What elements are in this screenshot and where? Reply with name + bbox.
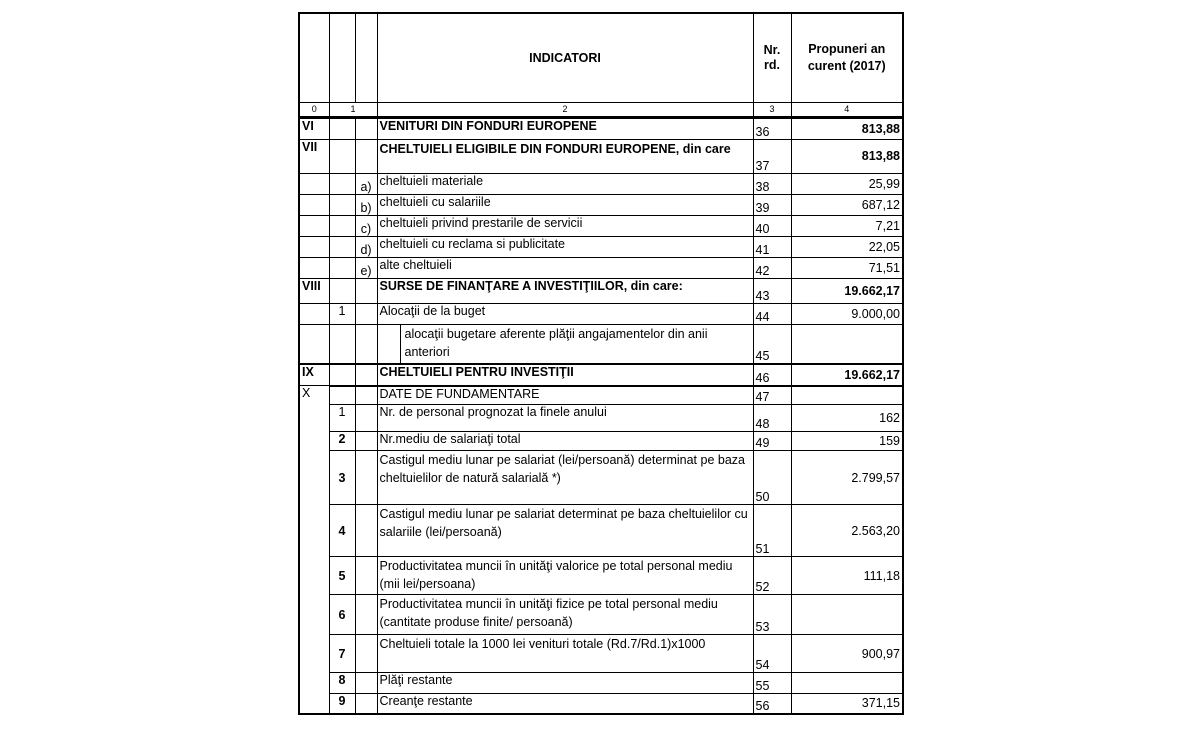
item-number-cell	[329, 173, 355, 194]
value-cell	[791, 386, 903, 405]
sub-letter-cell	[355, 324, 377, 364]
row-number-cell: 52	[753, 557, 791, 595]
roman-numeral-cell: VII	[299, 139, 329, 173]
sub-letter-cell	[355, 278, 377, 303]
roman-numeral-cell	[299, 673, 329, 694]
indicator-label: Productivitatea muncii în unităţi fizice pe total personal mediu (cantitate produse finite/ persoană)	[377, 595, 753, 635]
roman-numeral-cell	[299, 236, 329, 257]
row-number-cell: 41	[753, 236, 791, 257]
value-cell: 22,05	[791, 236, 903, 257]
indicator-label: cheltuieli privind prestarile de servicii	[377, 215, 753, 236]
row-number-cell: 48	[753, 405, 791, 432]
header-col2	[355, 13, 377, 102]
table-row	[299, 257, 903, 278]
value-cell: 71,51	[791, 257, 903, 278]
indicator-label: Nr.mediu de salariaţi total	[377, 432, 753, 451]
item-number-cell: 9	[329, 694, 355, 714]
item-number-cell: 7	[329, 635, 355, 673]
indicator-label: cheltuieli cu salariile	[377, 194, 753, 215]
roman-numeral-cell	[299, 257, 329, 278]
table-row	[299, 673, 903, 694]
item-number-cell	[329, 278, 355, 303]
value-cell: 19.662,17	[791, 278, 903, 303]
header-col1	[329, 13, 355, 102]
sub-letter-cell	[355, 303, 377, 324]
table-row	[299, 451, 903, 505]
roman-numeral-cell	[299, 635, 329, 673]
item-number-cell	[329, 117, 355, 139]
row-number-cell: 42	[753, 257, 791, 278]
table-row	[299, 324, 903, 364]
value-cell	[791, 595, 903, 635]
table-row	[299, 635, 903, 673]
roman-numeral-cell	[299, 694, 329, 714]
value-cell: 900,97	[791, 635, 903, 673]
table-row	[299, 117, 903, 139]
value-cell: 2.563,20	[791, 505, 903, 557]
sub-letter-cell: c)	[355, 215, 377, 236]
value-cell: 687,12	[791, 194, 903, 215]
roman-numeral-cell	[299, 557, 329, 595]
indicator-label-text: alocaţii bugetare aferente plăţii angajamentelor din anii anteriori	[404, 326, 708, 359]
value-cell: 19.662,17	[791, 364, 903, 386]
value-cell: 2.799,57	[791, 451, 903, 505]
row-number-cell: 38	[753, 173, 791, 194]
sub-letter-cell	[355, 694, 377, 714]
item-number-cell: 2	[329, 432, 355, 451]
sub-letter-cell	[355, 139, 377, 173]
sub-letter-cell: a)	[355, 173, 377, 194]
roman-numeral-cell	[299, 194, 329, 215]
sub-letter-cell	[355, 451, 377, 505]
row-number-cell: 44	[753, 303, 791, 324]
indicator-label	[377, 324, 753, 364]
sub-letter-cell: e)	[355, 257, 377, 278]
value-cell: 813,88	[791, 117, 903, 139]
row-number-cell: 53	[753, 595, 791, 635]
table-row	[299, 215, 903, 236]
table-row	[299, 364, 903, 386]
indicator-label: CHELTUIELI ELIGIBILE DIN FONDURI EUROPENE, din care	[377, 139, 753, 173]
indicator-label: CHELTUIELI PENTRU INVESTIŢII	[377, 364, 753, 386]
col-number-1: 1	[329, 102, 377, 117]
value-cell: 111,18	[791, 557, 903, 595]
row-number-cell: 46	[753, 364, 791, 386]
row-number-cell: 43	[753, 278, 791, 303]
table-row	[299, 694, 903, 714]
sub-letter-cell	[355, 673, 377, 694]
roman-numeral-cell	[299, 505, 329, 557]
value-cell	[791, 673, 903, 694]
value-cell: 813,88	[791, 139, 903, 173]
row-number-cell: 39	[753, 194, 791, 215]
sub-letter-cell	[355, 635, 377, 673]
roman-numeral-cell	[299, 451, 329, 505]
value-cell: 371,15	[791, 694, 903, 714]
table-row	[299, 386, 903, 405]
table-row	[299, 505, 903, 557]
col-number-3: 3	[753, 102, 791, 117]
indicator-label: SURSE DE FINANŢARE A INVESTIŢIILOR, din care:	[377, 278, 753, 303]
item-number-cell: 4	[329, 505, 355, 557]
item-number-cell: 8	[329, 673, 355, 694]
roman-numeral-cell	[299, 432, 329, 451]
item-number-cell	[329, 364, 355, 386]
indicator-label: Cheltuieli totale la 1000 lei venituri totale (Rd.7/Rd.1)x1000	[377, 635, 753, 673]
indicator-label: alte cheltuieli	[377, 257, 753, 278]
item-number-cell: 3	[329, 451, 355, 505]
table-row	[299, 173, 903, 194]
sub-letter-cell	[355, 405, 377, 432]
col-number-2: 2	[377, 102, 753, 117]
sub-letter-cell: b)	[355, 194, 377, 215]
table-row	[299, 405, 903, 432]
value-cell: 25,99	[791, 173, 903, 194]
roman-numeral-cell	[299, 303, 329, 324]
item-number-cell	[329, 215, 355, 236]
item-number-cell: 1	[329, 303, 355, 324]
indicator-label: Castigul mediu lunar pe salariat (lei/persoană) determinat pe baza cheltuielilor de natură salarială *)	[377, 451, 753, 505]
sub-letter-cell	[355, 432, 377, 451]
table-row	[299, 278, 903, 303]
roman-numeral-cell	[299, 324, 329, 364]
roman-numeral-cell: VIII	[299, 278, 329, 303]
roman-numeral-cell	[299, 173, 329, 194]
value-cell	[791, 324, 903, 364]
sub-letter-cell	[355, 557, 377, 595]
row-number-cell: 40	[753, 215, 791, 236]
value-cell: 9.000,00	[791, 303, 903, 324]
value-cell: 162	[791, 405, 903, 432]
header-nr-rd: Nr. rd.	[753, 13, 791, 102]
sub-letter-cell: d)	[355, 236, 377, 257]
row-number-cell: 56	[753, 694, 791, 714]
table-row	[299, 236, 903, 257]
item-number-cell	[329, 194, 355, 215]
row-number-cell: 50	[753, 451, 791, 505]
header-col0	[299, 13, 329, 102]
table-row	[299, 139, 903, 173]
roman-numeral-cell	[299, 215, 329, 236]
roman-numeral-cell: IX	[299, 364, 329, 386]
indicator-label: DATE DE FUNDAMENTARE	[377, 386, 753, 405]
sub-letter-cell	[355, 595, 377, 635]
row-number-cell: 36	[753, 117, 791, 139]
row-number-cell: 37	[753, 139, 791, 173]
indicator-label: Alocaţii de la buget	[377, 303, 753, 324]
roman-numeral-cell	[299, 595, 329, 635]
row-number-cell: 47	[753, 386, 791, 405]
item-number-cell: 5	[329, 557, 355, 595]
item-number-cell	[329, 139, 355, 173]
item-number-cell	[329, 257, 355, 278]
roman-numeral-cell: VI	[299, 117, 329, 139]
row-number-cell: 45	[753, 324, 791, 364]
col-number-0: 0	[299, 102, 329, 117]
indicator-label: Castigul mediu lunar pe salariat determinat pe baza cheltuielilor cu salariile (lei/persoană)	[377, 505, 753, 557]
header-indicatori: INDICATORI	[377, 13, 753, 102]
indicator-label: cheltuieli cu reclama si publicitate	[377, 236, 753, 257]
table-row	[299, 303, 903, 324]
table-row	[299, 557, 903, 595]
sub-letter-cell	[355, 364, 377, 386]
table-row	[299, 432, 903, 451]
budget-indicators-table	[298, 12, 904, 715]
item-number-cell: 1	[329, 405, 355, 432]
indicator-label: VENITURI DIN FONDURI EUROPENE	[377, 117, 753, 139]
indicator-label: cheltuieli materiale	[377, 173, 753, 194]
table-row	[299, 194, 903, 215]
sub-letter-cell	[355, 117, 377, 139]
indicator-label: Plăţi restante	[377, 673, 753, 694]
row-number-cell: 51	[753, 505, 791, 557]
indicator-label: Creanţe restante	[377, 694, 753, 714]
item-number-cell	[329, 236, 355, 257]
item-number-cell: 6	[329, 595, 355, 635]
sub-letter-cell	[355, 386, 377, 405]
roman-numeral-cell	[299, 405, 329, 432]
item-number-cell	[329, 324, 355, 364]
indicator-label: Productivitatea muncii în unităţi valorice pe total personal mediu (mii lei/persoana)	[377, 557, 753, 595]
item-number-cell	[329, 386, 355, 405]
col-number-4: 4	[791, 102, 903, 117]
value-cell: 7,21	[791, 215, 903, 236]
header-propuneri: Propuneri an curent (2017)	[791, 13, 903, 102]
value-cell: 159	[791, 432, 903, 451]
row-number-cell: 54	[753, 635, 791, 673]
indicator-label: Nr. de personal prognozat la finele anului	[377, 405, 753, 432]
sub-letter-cell	[355, 505, 377, 557]
row-number-cell: 55	[753, 673, 791, 694]
table-row	[299, 595, 903, 635]
roman-numeral-cell: X	[299, 386, 329, 405]
row-number-cell: 49	[753, 432, 791, 451]
